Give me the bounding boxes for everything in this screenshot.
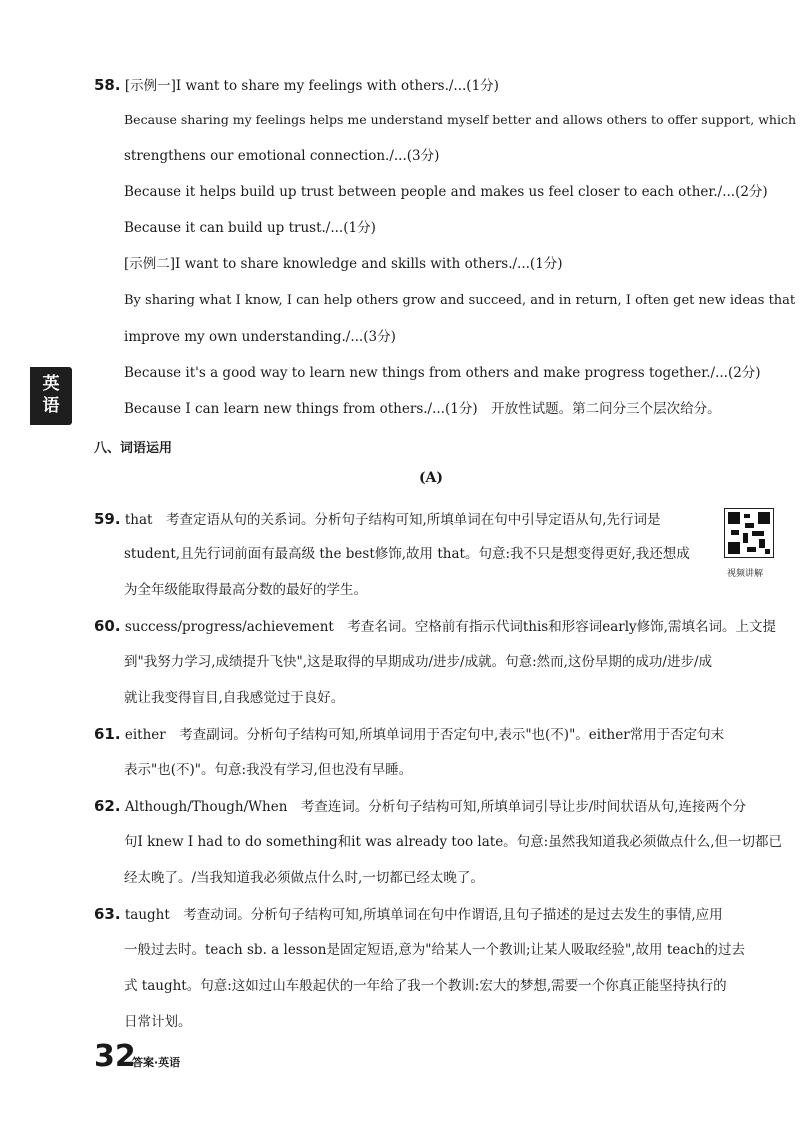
q60-text: success/progress/achievement 考查名词。空格前有指示代词this和形容词early修饰,需填名词。上文提 — [124, 619, 776, 635]
q63-line-4: 日常计划。 — [124, 1014, 192, 1030]
q59-line-3: 为全年级能取得最高分数的最好的学生。 — [124, 582, 367, 598]
q58-line-3: strengthens our emotional connection./...(3分) — [124, 148, 440, 164]
footer-label: 答案·英语 — [132, 1056, 181, 1069]
q59-text: that 考查定语从句的关系词。分析句子结构可知,所填单词在句中引导定语从句,先行词是 — [124, 512, 661, 528]
q63-text: taught 考查动词。分析句子结构可知,所填单词在句中作谓语,且句子描述的是过去发生的事情,应用 — [124, 907, 723, 923]
q58-line-7: By sharing what I know, I can help others grow and succeed, and in return, I often get new ideas that — [124, 293, 796, 308]
q62-line-2: 句I knew I had to do something和it was already too late。句意:虽然我知道我必须做点什么,但一切都已 — [124, 834, 783, 850]
side-tab-char-2: 语 — [42, 396, 60, 416]
page-number: 32 — [94, 1039, 136, 1074]
q59-line-1 — [94, 510, 661, 529]
q63-number: 63. — [94, 905, 121, 923]
qr-code-icon[interactable] — [724, 508, 774, 558]
q62-line-1 — [94, 797, 746, 816]
q58-line-2: Because sharing my feelings helps me understand myself better and allows others to offer support, which — [124, 112, 797, 127]
q58-line-1 — [94, 76, 499, 95]
q62-number: 62. — [94, 797, 121, 815]
q60-line-1 — [94, 617, 776, 636]
q62-line-3: 经太晚了。/当我知道我必须做点什么时,一切都已经太晚了。 — [124, 870, 484, 886]
q59-number: 59. — [94, 510, 121, 528]
subject-side-tab — [30, 367, 72, 425]
q58-line-9: Because it's a good way to learn new things from others and make progress together./...(2分) — [124, 365, 761, 381]
section-heading: 八、词语运用 — [94, 441, 173, 456]
q59-line-2: student,且先行词前面有最高级 the best修饰,故用 that。句意:我不只是想变得更好,我还想成 — [124, 546, 690, 562]
q61-text: either 考查副词。分析句子结构可知,所填单词用于否定句中,表示"也(不)"。either常用于否定句末 — [124, 727, 725, 743]
q60-line-3: 就让我变得盲目,自我感觉过于良好。 — [124, 690, 345, 706]
q58-line-10: Because I can learn new things from others./...(1分) 开放性试题。第二问分三个层次给分。 — [124, 401, 721, 417]
q61-line-2: 表示"也(不)"。句意:我没有学习,但也没有早睡。 — [124, 762, 413, 778]
q63-line-2: 一般过去时。teach sb. a lesson是固定短语,意为"给某人一个教训;让某人吸取经验",故用 teach的过去 — [124, 942, 746, 958]
section-subheading: (A) — [418, 470, 444, 486]
q61-number: 61. — [94, 725, 121, 743]
q58-line-8: improve my own understanding./...(3分) — [124, 329, 396, 345]
q63-line-1 — [94, 905, 723, 924]
qr-caption: 视频讲解 — [727, 569, 764, 579]
q58-line-4: Because it helps build up trust between people and makes us feel closer to each other./...(2分) — [124, 184, 768, 200]
q58-text: [示例一]I want to share my feelings with others./...(1分) — [124, 78, 499, 94]
q58-number: 58. — [94, 76, 121, 94]
q63-line-3: 式 taught。句意:这如过山车般起伏的一年给了我一个教训:宏大的梦想,需要一个你真正能坚持执行的 — [124, 978, 727, 994]
q62-text: Although/Though/When 考查连词。分析句子结构可知,所填单词引导让步/时间状语从句,连接两个分 — [124, 799, 747, 815]
side-tab-char-1: 英 — [42, 374, 60, 394]
q60-line-2: 到"我努力学习,成绩提升飞快",这是取得的早期成功/进步/成就。句意:然而,这份早期的成功/进步/成 — [124, 654, 713, 670]
q58-line-6: [示例二]I want to share knowledge and skills with others./...(1分) — [124, 256, 563, 272]
q61-line-1 — [94, 725, 724, 744]
q60-number: 60. — [94, 617, 121, 635]
q58-line-5: Because it can build up trust./...(1分) — [124, 220, 376, 236]
